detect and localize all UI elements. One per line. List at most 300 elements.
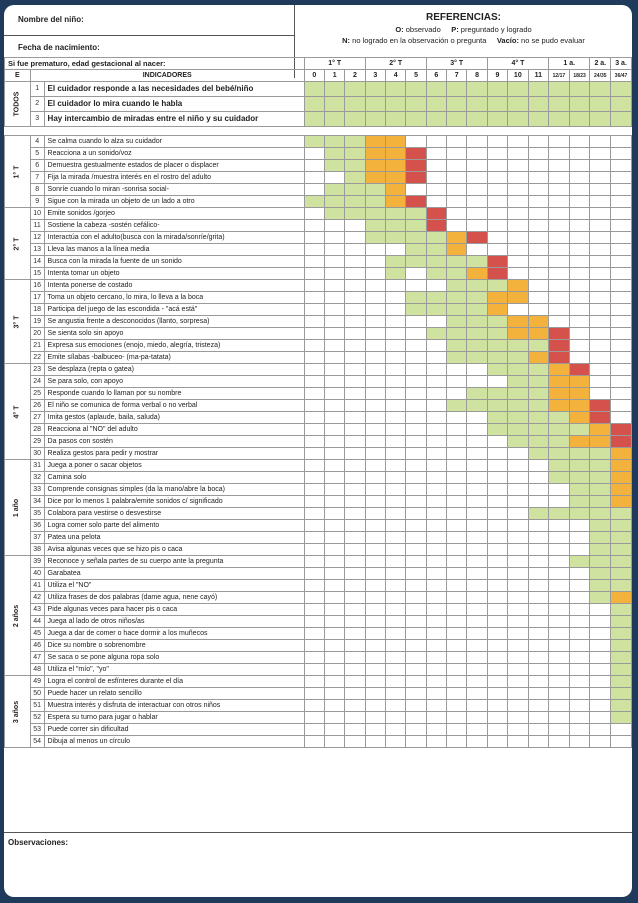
status-cell[interactable] xyxy=(406,208,426,220)
status-cell[interactable] xyxy=(569,112,590,127)
status-cell[interactable] xyxy=(304,232,324,244)
status-cell[interactable] xyxy=(467,268,487,280)
status-cell[interactable] xyxy=(528,676,548,688)
status-cell[interactable] xyxy=(611,424,632,436)
status-cell[interactable] xyxy=(487,172,507,184)
status-cell[interactable] xyxy=(447,112,467,127)
status-cell[interactable] xyxy=(549,352,570,364)
status-cell[interactable] xyxy=(508,82,529,97)
status-cell[interactable] xyxy=(611,244,632,256)
status-cell[interactable] xyxy=(365,136,385,148)
status-cell[interactable] xyxy=(426,736,446,748)
status-cell[interactable] xyxy=(447,448,467,460)
status-cell[interactable] xyxy=(345,97,365,112)
status-cell[interactable] xyxy=(345,280,365,292)
status-cell[interactable] xyxy=(345,340,365,352)
status-cell[interactable] xyxy=(467,316,487,328)
status-cell[interactable] xyxy=(324,412,344,424)
status-cell[interactable] xyxy=(406,304,426,316)
status-cell[interactable] xyxy=(549,616,570,628)
status-cell[interactable] xyxy=(365,592,385,604)
status-cell[interactable] xyxy=(590,472,611,484)
status-cell[interactable] xyxy=(386,316,406,328)
status-cell[interactable] xyxy=(426,376,446,388)
status-cell[interactable] xyxy=(590,268,611,280)
status-cell[interactable] xyxy=(365,736,385,748)
status-cell[interactable] xyxy=(386,508,406,520)
status-cell[interactable] xyxy=(508,484,529,496)
status-cell[interactable] xyxy=(590,556,611,568)
status-cell[interactable] xyxy=(386,448,406,460)
status-cell[interactable] xyxy=(487,352,507,364)
status-cell[interactable] xyxy=(406,484,426,496)
status-cell[interactable] xyxy=(487,184,507,196)
status-cell[interactable] xyxy=(590,364,611,376)
status-cell[interactable] xyxy=(406,508,426,520)
status-cell[interactable] xyxy=(611,436,632,448)
status-cell[interactable] xyxy=(549,232,570,244)
status-cell[interactable] xyxy=(447,592,467,604)
status-cell[interactable] xyxy=(467,364,487,376)
status-cell[interactable] xyxy=(569,592,590,604)
status-cell[interactable] xyxy=(487,568,507,580)
status-cell[interactable] xyxy=(324,640,344,652)
status-cell[interactable] xyxy=(508,724,529,736)
status-cell[interactable] xyxy=(365,256,385,268)
status-cell[interactable] xyxy=(345,304,365,316)
status-cell[interactable] xyxy=(324,628,344,640)
status-cell[interactable] xyxy=(386,172,406,184)
status-cell[interactable] xyxy=(304,316,324,328)
status-cell[interactable] xyxy=(447,232,467,244)
status-cell[interactable] xyxy=(365,436,385,448)
status-cell[interactable] xyxy=(324,292,344,304)
status-cell[interactable] xyxy=(549,436,570,448)
status-cell[interactable] xyxy=(611,280,632,292)
status-cell[interactable] xyxy=(467,736,487,748)
status-cell[interactable] xyxy=(467,232,487,244)
status-cell[interactable] xyxy=(528,328,548,340)
status-cell[interactable] xyxy=(426,604,446,616)
status-cell[interactable] xyxy=(569,184,590,196)
status-cell[interactable] xyxy=(467,400,487,412)
status-cell[interactable] xyxy=(345,232,365,244)
status-cell[interactable] xyxy=(508,268,529,280)
status-cell[interactable] xyxy=(508,364,529,376)
status-cell[interactable] xyxy=(324,652,344,664)
status-cell[interactable] xyxy=(590,412,611,424)
status-cell[interactable] xyxy=(406,280,426,292)
status-cell[interactable] xyxy=(324,82,344,97)
status-cell[interactable] xyxy=(406,268,426,280)
status-cell[interactable] xyxy=(304,436,324,448)
status-cell[interactable] xyxy=(569,148,590,160)
status-cell[interactable] xyxy=(508,568,529,580)
status-cell[interactable] xyxy=(447,424,467,436)
status-cell[interactable] xyxy=(426,520,446,532)
status-cell[interactable] xyxy=(447,496,467,508)
status-cell[interactable] xyxy=(569,448,590,460)
status-cell[interactable] xyxy=(508,244,529,256)
status-cell[interactable] xyxy=(365,520,385,532)
status-cell[interactable] xyxy=(324,568,344,580)
status-cell[interactable] xyxy=(447,436,467,448)
status-cell[interactable] xyxy=(447,580,467,592)
status-cell[interactable] xyxy=(590,400,611,412)
status-cell[interactable] xyxy=(467,688,487,700)
status-cell[interactable] xyxy=(528,412,548,424)
status-cell[interactable] xyxy=(426,112,446,127)
status-cell[interactable] xyxy=(324,580,344,592)
status-cell[interactable] xyxy=(487,376,507,388)
status-cell[interactable] xyxy=(406,448,426,460)
status-cell[interactable] xyxy=(549,364,570,376)
status-cell[interactable] xyxy=(528,724,548,736)
status-cell[interactable] xyxy=(487,652,507,664)
status-cell[interactable] xyxy=(611,160,632,172)
status-cell[interactable] xyxy=(528,340,548,352)
status-cell[interactable] xyxy=(611,196,632,208)
status-cell[interactable] xyxy=(487,712,507,724)
status-cell[interactable] xyxy=(528,484,548,496)
status-cell[interactable] xyxy=(611,520,632,532)
status-cell[interactable] xyxy=(487,676,507,688)
status-cell[interactable] xyxy=(386,724,406,736)
status-cell[interactable] xyxy=(569,580,590,592)
status-cell[interactable] xyxy=(487,412,507,424)
status-cell[interactable] xyxy=(386,304,406,316)
status-cell[interactable] xyxy=(304,340,324,352)
status-cell[interactable] xyxy=(426,196,446,208)
status-cell[interactable] xyxy=(324,352,344,364)
status-cell[interactable] xyxy=(426,184,446,196)
status-cell[interactable] xyxy=(447,724,467,736)
status-cell[interactable] xyxy=(304,424,324,436)
status-cell[interactable] xyxy=(569,208,590,220)
status-cell[interactable] xyxy=(324,364,344,376)
status-cell[interactable] xyxy=(590,700,611,712)
status-cell[interactable] xyxy=(508,376,529,388)
status-cell[interactable] xyxy=(324,736,344,748)
status-cell[interactable] xyxy=(611,304,632,316)
status-cell[interactable] xyxy=(406,172,426,184)
status-cell[interactable] xyxy=(304,172,324,184)
status-cell[interactable] xyxy=(467,292,487,304)
status-cell[interactable] xyxy=(345,82,365,97)
status-cell[interactable] xyxy=(426,136,446,148)
status-cell[interactable] xyxy=(406,604,426,616)
status-cell[interactable] xyxy=(549,280,570,292)
status-cell[interactable] xyxy=(569,376,590,388)
status-cell[interactable] xyxy=(467,616,487,628)
status-cell[interactable] xyxy=(426,400,446,412)
status-cell[interactable] xyxy=(324,544,344,556)
status-cell[interactable] xyxy=(569,97,590,112)
status-cell[interactable] xyxy=(406,652,426,664)
status-cell[interactable] xyxy=(304,256,324,268)
status-cell[interactable] xyxy=(611,97,632,112)
status-cell[interactable] xyxy=(345,388,365,400)
status-cell[interactable] xyxy=(426,304,446,316)
status-cell[interactable] xyxy=(528,592,548,604)
status-cell[interactable] xyxy=(611,448,632,460)
status-cell[interactable] xyxy=(386,412,406,424)
status-cell[interactable] xyxy=(324,208,344,220)
status-cell[interactable] xyxy=(426,592,446,604)
status-cell[interactable] xyxy=(549,400,570,412)
status-cell[interactable] xyxy=(569,484,590,496)
status-cell[interactable] xyxy=(406,184,426,196)
status-cell[interactable] xyxy=(611,484,632,496)
status-cell[interactable] xyxy=(426,472,446,484)
status-cell[interactable] xyxy=(304,97,324,112)
status-cell[interactable] xyxy=(304,508,324,520)
status-cell[interactable] xyxy=(549,652,570,664)
status-cell[interactable] xyxy=(324,448,344,460)
status-cell[interactable] xyxy=(345,328,365,340)
status-cell[interactable] xyxy=(569,628,590,640)
status-cell[interactable] xyxy=(549,736,570,748)
status-cell[interactable] xyxy=(611,112,632,127)
status-cell[interactable] xyxy=(569,256,590,268)
status-cell[interactable] xyxy=(508,412,529,424)
status-cell[interactable] xyxy=(569,304,590,316)
status-cell[interactable] xyxy=(447,604,467,616)
status-cell[interactable] xyxy=(365,340,385,352)
status-cell[interactable] xyxy=(386,556,406,568)
status-cell[interactable] xyxy=(365,112,385,127)
status-cell[interactable] xyxy=(549,544,570,556)
status-cell[interactable] xyxy=(508,436,529,448)
status-cell[interactable] xyxy=(611,640,632,652)
status-cell[interactable] xyxy=(590,604,611,616)
status-cell[interactable] xyxy=(426,160,446,172)
status-cell[interactable] xyxy=(426,676,446,688)
status-cell[interactable] xyxy=(549,412,570,424)
status-cell[interactable] xyxy=(508,532,529,544)
status-cell[interactable] xyxy=(590,196,611,208)
status-cell[interactable] xyxy=(467,700,487,712)
status-cell[interactable] xyxy=(426,544,446,556)
status-cell[interactable] xyxy=(447,220,467,232)
status-cell[interactable] xyxy=(590,460,611,472)
status-cell[interactable] xyxy=(487,208,507,220)
status-cell[interactable] xyxy=(426,700,446,712)
status-cell[interactable] xyxy=(447,97,467,112)
status-cell[interactable] xyxy=(386,544,406,556)
status-cell[interactable] xyxy=(611,82,632,97)
status-cell[interactable] xyxy=(467,568,487,580)
status-cell[interactable] xyxy=(324,616,344,628)
status-cell[interactable] xyxy=(611,508,632,520)
status-cell[interactable] xyxy=(304,208,324,220)
status-cell[interactable] xyxy=(528,544,548,556)
status-cell[interactable] xyxy=(528,208,548,220)
status-cell[interactable] xyxy=(467,508,487,520)
status-cell[interactable] xyxy=(528,556,548,568)
status-cell[interactable] xyxy=(324,520,344,532)
status-cell[interactable] xyxy=(447,208,467,220)
status-cell[interactable] xyxy=(569,724,590,736)
status-cell[interactable] xyxy=(304,736,324,748)
status-cell[interactable] xyxy=(324,724,344,736)
status-cell[interactable] xyxy=(508,736,529,748)
status-cell[interactable] xyxy=(365,508,385,520)
status-cell[interactable] xyxy=(406,520,426,532)
status-cell[interactable] xyxy=(345,724,365,736)
status-cell[interactable] xyxy=(508,160,529,172)
status-cell[interactable] xyxy=(467,256,487,268)
status-cell[interactable] xyxy=(406,232,426,244)
status-cell[interactable] xyxy=(447,160,467,172)
status-cell[interactable] xyxy=(324,160,344,172)
status-cell[interactable] xyxy=(406,616,426,628)
status-cell[interactable] xyxy=(467,436,487,448)
status-cell[interactable] xyxy=(324,604,344,616)
status-cell[interactable] xyxy=(590,508,611,520)
status-cell[interactable] xyxy=(549,388,570,400)
status-cell[interactable] xyxy=(345,376,365,388)
status-cell[interactable] xyxy=(386,604,406,616)
status-cell[interactable] xyxy=(549,292,570,304)
status-cell[interactable] xyxy=(508,388,529,400)
status-cell[interactable] xyxy=(549,256,570,268)
status-cell[interactable] xyxy=(528,472,548,484)
status-cell[interactable] xyxy=(611,364,632,376)
status-cell[interactable] xyxy=(467,472,487,484)
status-cell[interactable] xyxy=(487,616,507,628)
status-cell[interactable] xyxy=(487,484,507,496)
status-cell[interactable] xyxy=(447,688,467,700)
status-cell[interactable] xyxy=(324,400,344,412)
status-cell[interactable] xyxy=(590,160,611,172)
status-cell[interactable] xyxy=(508,136,529,148)
status-cell[interactable] xyxy=(386,532,406,544)
status-cell[interactable] xyxy=(386,736,406,748)
status-cell[interactable] xyxy=(365,604,385,616)
status-cell[interactable] xyxy=(406,472,426,484)
status-cell[interactable] xyxy=(508,232,529,244)
status-cell[interactable] xyxy=(528,376,548,388)
status-cell[interactable] xyxy=(508,712,529,724)
status-cell[interactable] xyxy=(590,496,611,508)
status-cell[interactable] xyxy=(406,460,426,472)
status-cell[interactable] xyxy=(549,580,570,592)
status-cell[interactable] xyxy=(447,652,467,664)
status-cell[interactable] xyxy=(406,496,426,508)
status-cell[interactable] xyxy=(467,376,487,388)
status-cell[interactable] xyxy=(467,676,487,688)
status-cell[interactable] xyxy=(508,340,529,352)
status-cell[interactable] xyxy=(508,304,529,316)
status-cell[interactable] xyxy=(365,676,385,688)
status-cell[interactable] xyxy=(426,328,446,340)
status-cell[interactable] xyxy=(611,616,632,628)
status-cell[interactable] xyxy=(569,736,590,748)
status-cell[interactable] xyxy=(304,412,324,424)
status-cell[interactable] xyxy=(528,82,548,97)
status-cell[interactable] xyxy=(345,316,365,328)
status-cell[interactable] xyxy=(406,352,426,364)
status-cell[interactable] xyxy=(549,532,570,544)
status-cell[interactable] xyxy=(528,364,548,376)
status-cell[interactable] xyxy=(487,400,507,412)
status-cell[interactable] xyxy=(304,640,324,652)
status-cell[interactable] xyxy=(467,352,487,364)
status-cell[interactable] xyxy=(365,616,385,628)
status-cell[interactable] xyxy=(324,712,344,724)
status-cell[interactable] xyxy=(304,292,324,304)
status-cell[interactable] xyxy=(304,676,324,688)
status-cell[interactable] xyxy=(549,448,570,460)
status-cell[interactable] xyxy=(528,136,548,148)
status-cell[interactable] xyxy=(406,628,426,640)
status-cell[interactable] xyxy=(324,424,344,436)
status-cell[interactable] xyxy=(611,736,632,748)
status-cell[interactable] xyxy=(365,640,385,652)
status-cell[interactable] xyxy=(487,424,507,436)
status-cell[interactable] xyxy=(304,244,324,256)
status-cell[interactable] xyxy=(528,97,548,112)
status-cell[interactable] xyxy=(406,640,426,652)
status-cell[interactable] xyxy=(508,472,529,484)
status-cell[interactable] xyxy=(324,700,344,712)
status-cell[interactable] xyxy=(345,556,365,568)
status-cell[interactable] xyxy=(569,292,590,304)
status-cell[interactable] xyxy=(590,652,611,664)
status-cell[interactable] xyxy=(426,556,446,568)
status-cell[interactable] xyxy=(365,280,385,292)
status-cell[interactable] xyxy=(345,688,365,700)
status-cell[interactable] xyxy=(406,256,426,268)
status-cell[interactable] xyxy=(324,196,344,208)
status-cell[interactable] xyxy=(426,568,446,580)
status-cell[interactable] xyxy=(345,508,365,520)
status-cell[interactable] xyxy=(549,424,570,436)
status-cell[interactable] xyxy=(569,82,590,97)
status-cell[interactable] xyxy=(569,352,590,364)
status-cell[interactable] xyxy=(324,664,344,676)
status-cell[interactable] xyxy=(569,652,590,664)
status-cell[interactable] xyxy=(611,676,632,688)
status-cell[interactable] xyxy=(406,196,426,208)
status-cell[interactable] xyxy=(611,604,632,616)
status-cell[interactable] xyxy=(528,520,548,532)
status-cell[interactable] xyxy=(508,592,529,604)
status-cell[interactable] xyxy=(447,292,467,304)
status-cell[interactable] xyxy=(447,256,467,268)
status-cell[interactable] xyxy=(406,328,426,340)
status-cell[interactable] xyxy=(467,328,487,340)
status-cell[interactable] xyxy=(467,388,487,400)
status-cell[interactable] xyxy=(304,328,324,340)
status-cell[interactable] xyxy=(508,256,529,268)
status-cell[interactable] xyxy=(365,172,385,184)
status-cell[interactable] xyxy=(365,352,385,364)
status-cell[interactable] xyxy=(304,604,324,616)
status-cell[interactable] xyxy=(569,436,590,448)
status-cell[interactable] xyxy=(426,640,446,652)
status-cell[interactable] xyxy=(345,436,365,448)
status-cell[interactable] xyxy=(590,724,611,736)
status-cell[interactable] xyxy=(426,316,446,328)
status-cell[interactable] xyxy=(569,472,590,484)
status-cell[interactable] xyxy=(508,556,529,568)
status-cell[interactable] xyxy=(304,556,324,568)
status-cell[interactable] xyxy=(447,184,467,196)
status-cell[interactable] xyxy=(406,688,426,700)
status-cell[interactable] xyxy=(549,136,570,148)
